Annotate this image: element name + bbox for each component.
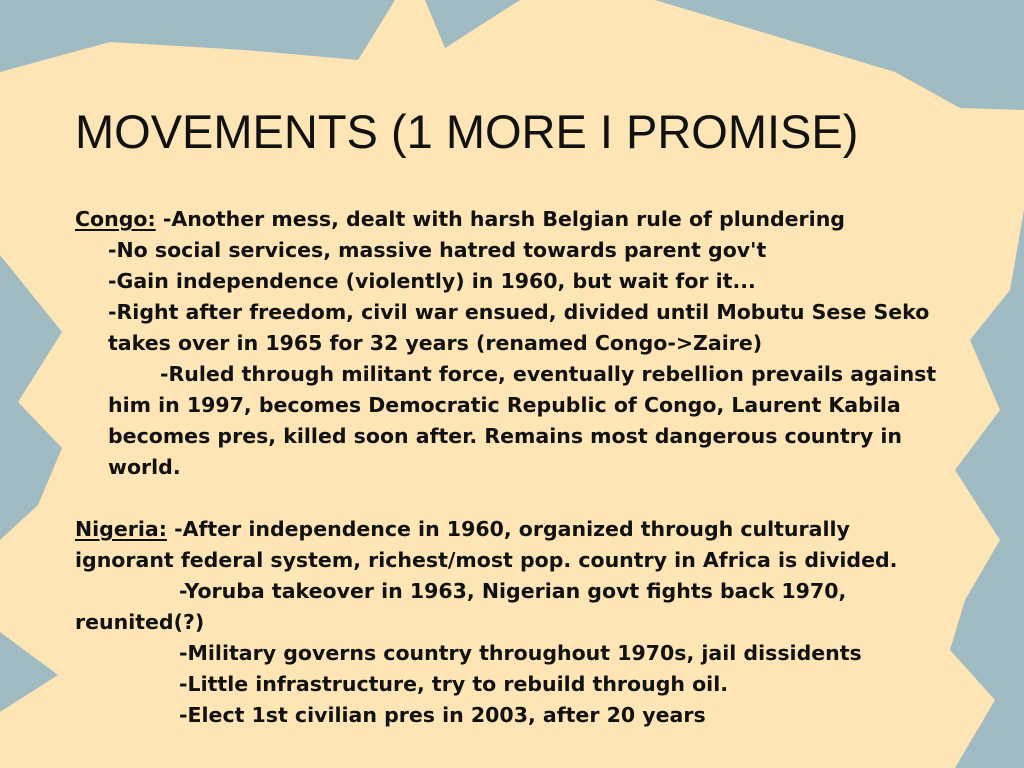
- congo-line-6: -Ruled through militant force, eventually rebellion prevails against: [160, 362, 937, 386]
- nigeria-line-7: -Elect 1st civilian pres in 2003, after 20 years: [179, 703, 706, 727]
- nigeria-line-5: -Military governs country throughout 1970s, jail dissidents: [179, 641, 862, 665]
- nigeria-label: Nigeria:: [75, 517, 167, 541]
- nigeria-line-3: -Yoruba takeover in 1963, Nigerian govt fights back 1970,: [179, 579, 847, 603]
- slide-title: MOVEMENTS (1 MORE I PROMISE): [75, 105, 859, 158]
- congo-heading-line: [75, 204, 980, 235]
- congo-line-3: -Gain independence (violently) in 1960, but wait for it...: [108, 269, 756, 293]
- decor-shape-bottom-left: [0, 632, 58, 712]
- congo-line-2: -No social services, massive hatred towards parent gov't: [108, 238, 767, 262]
- section-spacer: [75, 483, 980, 514]
- congo-line-7: him in 1997, becomes Democratic Republic of Congo, Laurent Kabila: [108, 393, 901, 417]
- decor-shape-left: [0, 255, 62, 540]
- congo-line-8: becomes pres, killed soon after. Remains most dangerous country in: [108, 424, 903, 448]
- congo-line-5: takes over in 1965 for 32 years (renamed Congo->Zaire): [108, 331, 763, 355]
- nigeria-line-1: -After independence in 1960, organized through culturally: [166, 517, 850, 541]
- nigeria-line-2: ignorant federal system, richest/most pop. country in Africa is divided.: [75, 548, 898, 572]
- decor-shape-top-left: [0, 0, 395, 72]
- congo-line-1: -Another mess, dealt with harsh Belgian rule of plundering: [155, 207, 845, 231]
- nigeria-line-4: reunited(?): [75, 610, 205, 634]
- decor-shape-top-middle: [425, 0, 520, 48]
- congo-label: Congo:: [75, 207, 156, 231]
- nigeria-heading-line: [75, 514, 980, 545]
- nigeria-line-6: -Little infrastructure, try to rebuild through oil.: [179, 672, 729, 696]
- congo-line-4: -Right after freedom, civil war ensued, divided until Mobutu Sese Seko: [108, 300, 930, 324]
- congo-line-9: world.: [108, 455, 181, 479]
- decor-shape-top-right: [655, 0, 1024, 110]
- slide-body: [75, 204, 980, 731]
